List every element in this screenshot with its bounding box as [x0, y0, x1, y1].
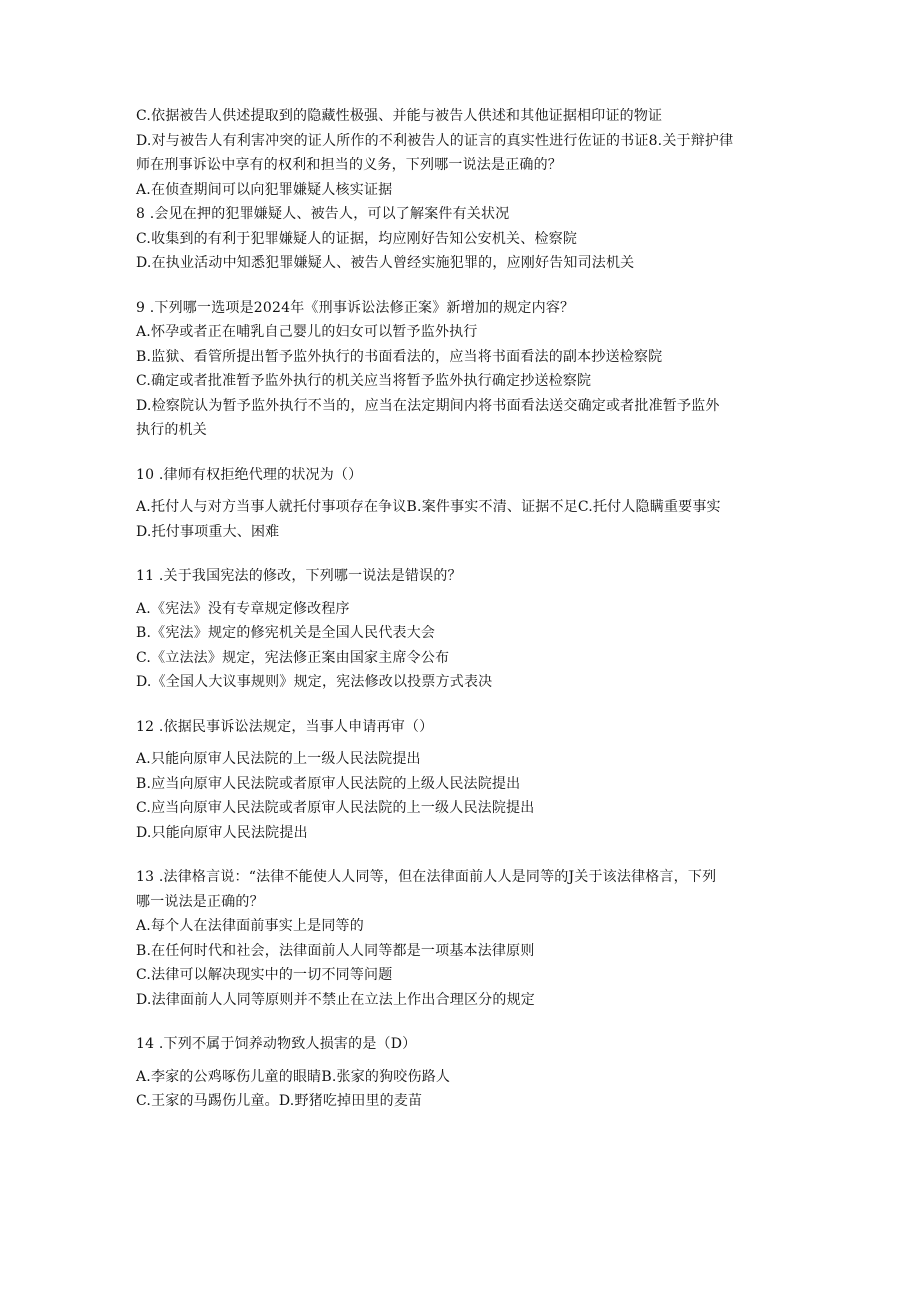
question-14-stem: 14 .下列不属于饲养动物致人损害的是（D） — [136, 1036, 417, 1052]
question-11 — [136, 564, 786, 695]
spacer — [136, 589, 786, 597]
option-d: D.法律面前人人同等原则并不禁止在立法上作出合理区分的规定 — [136, 991, 535, 1008]
option-c: C.依据被告人供述提取到的隐藏性极强、并能与被告人供述和其他证据相印证的物证 — [136, 108, 663, 124]
option-a: A.每个人在法律面前事实上是同等的 — [136, 918, 364, 934]
spacer — [136, 1057, 786, 1065]
spacer — [136, 845, 786, 865]
option-d: D.检察院认为暂予监外执行不当的，应当在法定期间内将书面看法送交确定或者批准暂予监外 — [136, 397, 720, 414]
option-c: C.《立法法》规定，宪法修正案由国家主席令公布 — [136, 649, 450, 666]
spacer — [136, 443, 786, 463]
question-13-stem: 13 .法律格言说：“法律不能使人人同等，但在法律面前人人是同等的J关于该法律格言，下列 — [136, 869, 717, 885]
question-12-stem: 12 .依据民事诉讼法规定，当事人申请再审（） — [136, 718, 434, 735]
option-d: D.在执业活动中知悉犯罪嫌疑人、被告人曾经实施犯罪的，应刚好告知司法机关 — [136, 255, 635, 271]
option-a: A.怀孕或者正在哺乳自己婴儿的妇女可以暂予监外执行 — [136, 324, 478, 340]
question-12 — [136, 715, 786, 846]
question-10-stem: 10 .律师有权拒绝代理的状况为（） — [136, 466, 363, 483]
options-ab: A.李家的公鸡啄伤儿童的眼睛B.张家的狗咬伤路人 — [136, 1068, 451, 1085]
question-9-stem: 9 .下列哪一选项是2024年《刑事诉讼法修正案》新增加的规定内容？ — [136, 299, 575, 316]
option-d: D.对与被告人有利害冲突的证人所作的不利被告人的证言的真实性进行佐证的书证8.关于辩护律 — [136, 132, 734, 149]
option-d: D.《全国人大议事规则》规定，宪法修改以投票方式表决 — [136, 674, 493, 690]
option-b: B.在任何时代和社会，法律面前人人同等都是一项基本法律原则 — [136, 942, 535, 959]
spacer — [136, 276, 786, 296]
question-8-continued — [136, 104, 786, 276]
option-b: 8 .会见在押的犯罪嫌疑人、被告人，可以了解案件有关状况 — [136, 206, 510, 222]
option-a: A.在侦查期间可以向犯罪嫌疑人核实证据 — [136, 181, 393, 198]
option-a: A.只能向原审人民法院的上一级人民法院提出 — [136, 751, 421, 767]
option-c: C.收集到的有利于犯罪嫌疑人的证据，均应刚好告知公安机关、检察院 — [136, 230, 578, 247]
spacer — [136, 544, 786, 564]
question-8-stem: 师在刑事诉讼中享有的权利和担当的义务，下列哪一说法是正确的？ — [136, 157, 562, 173]
question-13-stem-continued: 哪一说法是正确的？ — [136, 893, 264, 910]
spacer — [136, 739, 786, 747]
option-d-continued: 执行的机关 — [136, 422, 207, 438]
option-b: B.应当向原审人民法院或者原审人民法院的上级人民法院提出 — [136, 775, 521, 792]
option-b: B.监狱、看管所提出暂予监外执行的书面看法的，应当将书面看法的副本抄送检察院 — [136, 348, 663, 365]
option-c: C.法律可以解决现实中的一切不同等问题 — [136, 967, 393, 983]
document-page — [136, 104, 786, 1114]
spacer — [136, 695, 786, 715]
question-14 — [136, 1032, 786, 1114]
options-cd: C.王家的马踢伤儿童。D.野猪吃掉田里的麦苗 — [136, 1093, 423, 1109]
spacer — [136, 487, 786, 495]
option-b: B.《宪法》规定的修宪机关是全国人民代表大会 — [136, 625, 436, 641]
options-abc: A.托付人与对方当事人就托付事项存在争议B.案件事实不清、证据不足C.托付人隐瞒重要事实 — [136, 499, 721, 515]
option-d: D.只能向原审人民法院提出 — [136, 824, 308, 841]
option-c: C.应当向原审人民法院或者原审人民法院的上一级人民法院提出 — [136, 800, 535, 816]
question-13 — [136, 865, 786, 1012]
question-10 — [136, 463, 786, 545]
question-9 — [136, 296, 786, 443]
option-d: D.托付事项重大、困难 — [136, 523, 280, 540]
option-c: C.确定或者批准暂予监外执行的机关应当将暂予监外执行确定抄送检察院 — [136, 373, 592, 389]
option-a: A.《宪法》没有专章规定修改程序 — [136, 600, 350, 617]
spacer — [136, 1012, 786, 1032]
question-11-stem: 11 .关于我国宪法的修改，下列哪一说法是错误的？ — [136, 568, 462, 584]
